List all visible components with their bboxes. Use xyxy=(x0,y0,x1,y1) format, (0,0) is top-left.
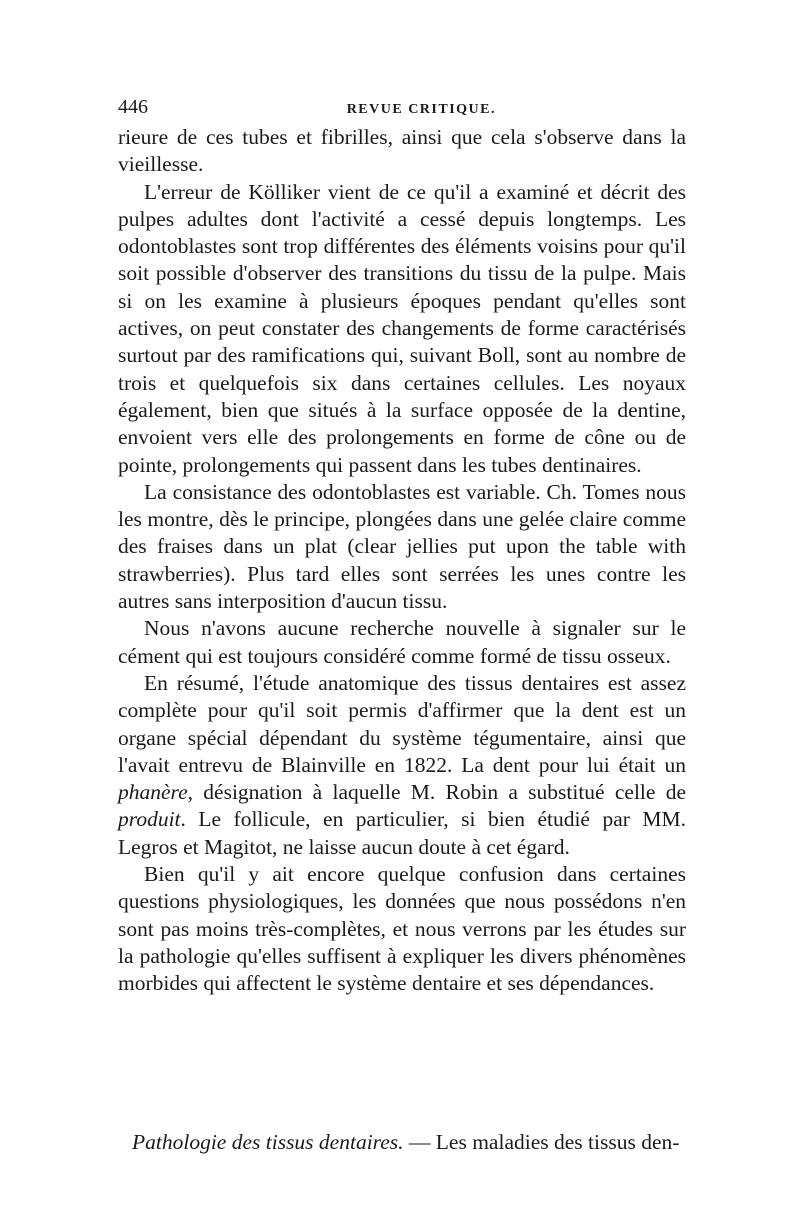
term-produit: produit xyxy=(118,807,181,832)
section-text: — Les maladies des tissus den- xyxy=(403,1129,680,1154)
section-title: Pathologie des tissus dentaires. xyxy=(132,1129,404,1154)
resume-part3: . Le follicule, en particulier, si bien étudié par MM. Legros et Magitot, ne laisse aucun doute à cet égard. xyxy=(118,807,686,859)
body-text xyxy=(118,124,686,998)
paragraph-cement: Nous n'avons aucune recherche nouvelle à signaler sur le cément qui est toujours considéré comme formé de tissu osseux. xyxy=(118,616,686,668)
paragraph-kolliker: L'erreur de Kölliker vient de ce qu'il a examiné et décrit des pulpes adultes dont l'activité a cessé depuis longtemps. Les odontoblastes sont trop différentes des éléments voisins pour qu'il soit possible d'observer des transitions du tissu de la pulpe. Mais si on les examine à plusieurs époques pendant qu'elles sont actives, on peut constater des changements de forme caractérisés surtout par des ramifications qui, suivant Boll, sont au nombre de trois et quelquefois six dans certaines cellules. Les noyaux également, bien que situés à la surface opposée de la dentine, envoient vers elle des prolongements en forme de cône ou de pointe, prolongements qui passent dans les tubes dentinaires. xyxy=(118,179,686,477)
paragraph-conclusion: Bien qu'il y ait encore quelque confusion dans certaines questions physiologiques, les données que nous possédons n'en sont pas moins très-complètes, et nous verrons par les études sur la pathologie qu'elles suffisent à expliquer les divers phénomènes morbides qui affectent le système dentaire et ses dépendances. xyxy=(118,862,686,996)
paragraph-consistance: La consistance des odontoblastes est variable. Ch. Tomes nous les montre, dès le principe, plongées dans une gelée claire comme des fraises dans un plat (clear jellies put upon the table with strawberries). Plus tard elles sont serrées les unes contre les autres sans interposition d'aucun tissu. xyxy=(118,479,686,614)
paragraph-resume xyxy=(118,670,686,861)
section-start xyxy=(118,1129,686,1156)
running-title: REVUE CRITIQUE. xyxy=(346,102,496,117)
page-number: 446 xyxy=(118,96,148,118)
paragraph-continuation: rieure de ces tubes et fibrilles, ainsi que cela s'observe dans la vieillesse. xyxy=(118,125,686,177)
term-phanere: phanère xyxy=(118,780,188,805)
page-header xyxy=(118,96,686,119)
resume-part1: En résumé, l'étude anatomique des tissus dentaires est assez complète pour qu'il soit permis d'affirmer que la dent est un organe spécial dépendant du système tégumentaire, ainsi que l'avait entrevu de Blainville en 1822. La dent pour lui était un xyxy=(118,670,686,777)
resume-part2: , désignation à laquelle M. Robin a substitué celle de xyxy=(187,780,686,805)
